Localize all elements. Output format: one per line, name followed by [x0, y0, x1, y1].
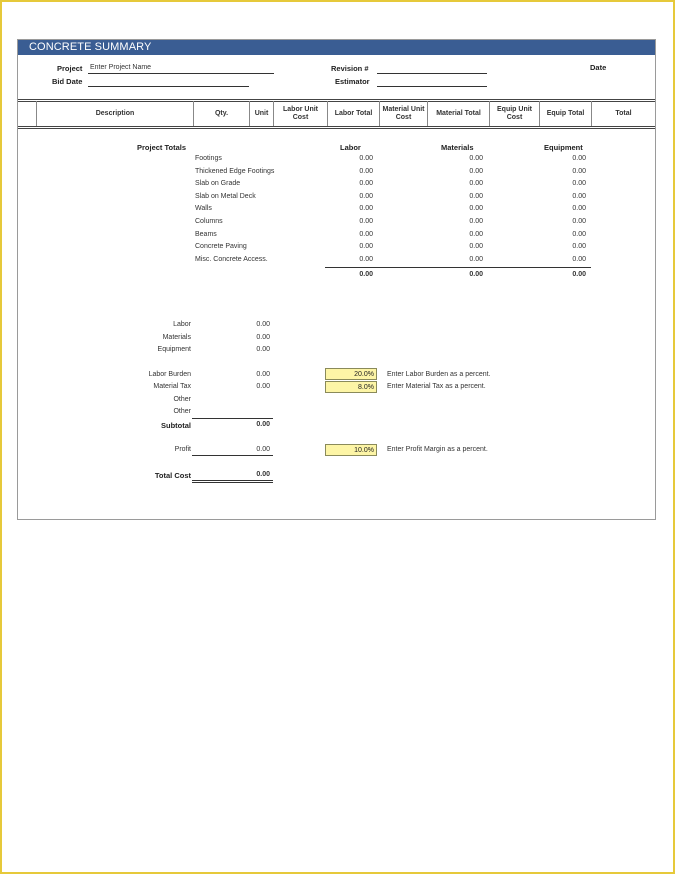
- project-totals-equipment-value: 0.00: [572, 231, 586, 238]
- materials-grand-total: 0.00: [469, 271, 483, 278]
- project-totals-labor-value: 0.00: [359, 243, 373, 250]
- labor-burden-label: Labor Burden: [148, 371, 191, 378]
- col-labor-total: Labor Total: [327, 101, 379, 126]
- totals-rule: [325, 267, 591, 268]
- materials-header: Materials: [441, 143, 474, 152]
- project-totals-labor-value: 0.00: [359, 231, 373, 238]
- project-totals-equipment-value: 0.00: [572, 205, 586, 212]
- project-totals-labor-value: 0.00: [359, 205, 373, 212]
- concrete-summary-sheet: [17, 39, 656, 520]
- project-totals-equipment-value: 0.00: [572, 180, 586, 187]
- col-material-unit-cost: Material Unit Cost: [379, 101, 427, 126]
- project-totals-labor-value: 0.00: [359, 180, 373, 187]
- project-totals-equipment-value: 0.00: [572, 256, 586, 263]
- material-tax-value: 0.00: [256, 383, 270, 390]
- project-totals-row-name: Columns: [195, 218, 223, 225]
- col-equip-unit-cost: Equip Unit Cost: [489, 101, 539, 126]
- material-tax-percent-input[interactable]: 8.0%: [325, 381, 377, 393]
- project-totals-materials-value: 0.00: [469, 256, 483, 263]
- material-tax-label: Material Tax: [153, 383, 191, 390]
- project-totals-equipment-value: 0.00: [572, 218, 586, 225]
- project-totals-row-name: Walls: [195, 205, 212, 212]
- title-bar: [18, 40, 655, 55]
- project-totals-row-name: Slab on Metal Deck: [195, 193, 256, 200]
- labor-burden-value: 0.00: [256, 371, 270, 378]
- revision-label: Revision #: [331, 64, 369, 73]
- subtotal-rule: [192, 418, 273, 419]
- project-totals-labor-value: 0.00: [359, 168, 373, 175]
- project-totals-equipment-value: 0.00: [572, 155, 586, 162]
- project-label: Project: [57, 64, 83, 73]
- project-totals-labor-value: 0.00: [359, 193, 373, 200]
- other-label-1: Other: [173, 396, 191, 403]
- project-totals-materials-value: 0.00: [469, 231, 483, 238]
- project-totals-labor-value: 0.00: [359, 256, 373, 263]
- bid-date-label: Bid Date: [52, 77, 83, 86]
- project-totals-materials-value: 0.00: [469, 168, 483, 175]
- summary-materials-value: 0.00: [256, 334, 270, 341]
- estimator-field[interactable]: [377, 86, 487, 87]
- col-material-total: Material Total: [427, 101, 489, 126]
- summary-equipment-label: Equipment: [157, 346, 191, 353]
- profit-percent-input[interactable]: 10.0%: [325, 444, 377, 456]
- summary-equipment-value: 0.00: [256, 346, 270, 353]
- project-totals-equipment-value: 0.00: [572, 168, 586, 175]
- profit-rule: [192, 455, 273, 456]
- project-totals-label: Project Totals: [137, 143, 187, 152]
- subtotal-label: Subtotal: [161, 421, 191, 430]
- col-unit: Unit: [249, 101, 273, 126]
- project-totals-materials-value: 0.00: [469, 218, 483, 225]
- bid-date-field[interactable]: [88, 86, 249, 87]
- col-equip-total: Equip Total: [539, 101, 591, 126]
- project-totals-row-name: Misc. Concrete Access.: [195, 256, 268, 263]
- labor-grand-total: 0.00: [359, 271, 373, 278]
- project-totals-equipment-value: 0.00: [572, 243, 586, 250]
- project-totals-row-name: Beams: [195, 231, 217, 238]
- labor-header: Labor: [340, 143, 361, 152]
- summary-materials-label: Materials: [162, 334, 191, 341]
- sheet-title: CONCRETE SUMMARY: [29, 41, 152, 53]
- project-totals-materials-value: 0.00: [469, 243, 483, 250]
- project-totals-materials-value: 0.00: [469, 205, 483, 212]
- date-label: Date: [590, 63, 607, 72]
- col-total: Total: [591, 101, 655, 126]
- profit-note: Enter Profit Margin as a percent.: [387, 446, 488, 453]
- project-totals-materials-value: 0.00: [469, 193, 483, 200]
- project-field[interactable]: Enter Project Name: [90, 64, 152, 71]
- project-totals-materials-value: 0.00: [469, 180, 483, 187]
- total-cost-rule-2: [192, 482, 273, 483]
- labor-burden-percent-input[interactable]: 20.0%: [325, 368, 377, 380]
- revision-field[interactable]: [377, 73, 487, 74]
- total-cost-rule-1: [192, 480, 273, 481]
- project-underline: [88, 73, 274, 74]
- project-totals-row-name: Slab on Grade: [195, 180, 241, 187]
- project-totals-equipment-value: 0.00: [572, 193, 586, 200]
- estimator-label: Estimator: [335, 77, 370, 86]
- profit-value: 0.00: [256, 446, 270, 453]
- project-totals-labor-value: 0.00: [359, 155, 373, 162]
- column-header-row: [18, 99, 655, 127]
- col-description: Description: [36, 101, 193, 126]
- summary-labor-label: Labor: [173, 321, 191, 328]
- profit-label: Profit: [174, 446, 191, 453]
- project-totals-labor-value: 0.00: [359, 218, 373, 225]
- project-totals-row-name: Concrete Paving: [195, 243, 247, 250]
- project-totals-row-name: Thickened Edge Footings: [195, 168, 275, 175]
- summary-labor-value: 0.00: [256, 321, 270, 328]
- subtotal-value: 0.00: [256, 421, 270, 428]
- total-cost-label: Total Cost: [154, 471, 191, 480]
- labor-burden-note: Enter Labor Burden as a percent.: [387, 371, 491, 378]
- equipment-grand-total: 0.00: [572, 271, 586, 278]
- total-cost-value: 0.00: [256, 471, 270, 478]
- col-labor-unit-cost: Labor Unit Cost: [273, 101, 327, 126]
- project-totals-row-name: Footings: [195, 155, 222, 162]
- material-tax-note: Enter Material Tax as a percent.: [387, 383, 486, 390]
- project-totals-materials-value: 0.00: [469, 155, 483, 162]
- col-qty: Qty.: [193, 101, 249, 126]
- other-label-2: Other: [173, 408, 191, 415]
- equipment-header: Equipment: [544, 143, 583, 152]
